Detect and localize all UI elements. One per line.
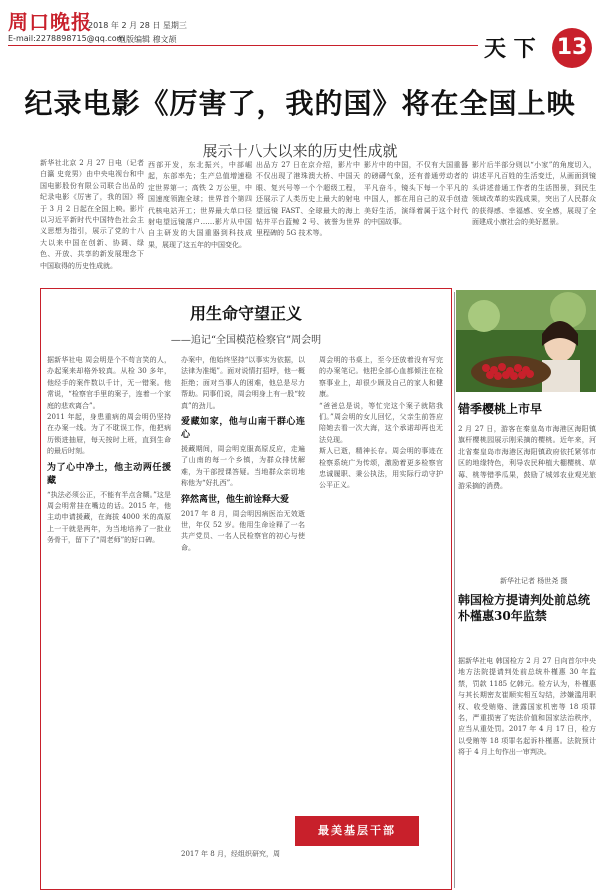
sidebar-text: 据新华社电 韩国检方 2 月 27 日向首尔中央地方法院提请判处前总统朴槿惠 30 年监禁，罚款 1185 亿韩元。检方认为，朴槿惠与其长期密友崔顺实相互勾结，涉嫌滥用职权、收受贿赂、泄露国家机密等 18 项罪名，严重损害了宪法价值和国家法治秩序，应当从重处罚。2017 年 4 月 17 日，检方以受贿等 18 项罪名起诉朴槿惠。法院预计将于 4 月上旬作出一审判决。	[458, 657, 596, 757]
feature-paragraph: 周会明的书桌上，至今还放着没有写完的办案笔记。他把全部心血都倾注在检察事业上，却很少顾及自己的家人和健康。	[319, 356, 443, 399]
lead-column-1: 新华社北京 2 月 27 日电（记者 白瀛 史竞男）由中央电视台和中国电影股份有限公司联合出品的纪录电影《厉害了，我的国》将于 3 月 2 日起在全国上映。影片以习近平新时代中国特色社会主义思想为指引，展示了党的十八大以来中国在创新、协调、绿色、开放、共享的新发展理念下中国取得的历史性成就。	[40, 159, 144, 270]
page-number-badge: 13	[552, 28, 592, 68]
feature-footnote: 2017 年 8 月，经组织研究，周	[181, 850, 280, 858]
cherry-photo-illustration	[456, 290, 596, 392]
feature-paragraph: 2017 年 8 月，周会明因病医治无效逝世，年仅 52 岁。他用生命诠释了一名共产党员、一名人民检察官的初心与使命。	[181, 509, 305, 552]
feature-title: 用生命守望正义	[189, 304, 302, 323]
masthead	[0, 0, 600, 70]
column-divider	[454, 292, 455, 888]
feature-column-3	[319, 355, 443, 885]
cherry-headline: 错季樱桃上市早	[458, 402, 543, 416]
cherry-text: 2 月 27 日，游客在秦皇岛市海港区海阳镇旗杆樱桃园展示刚采摘的樱桃。近年来，河北省秦皇岛市海港区海阳镇政府依托紧邻市区的地缘特色，利导农民种植大棚樱桃、草莓、桃等错季瓜果，鼓励了城郊农业观光旅游采摘的消费。	[458, 425, 596, 491]
feature-subtitle: ——追记“全国模范检察官”周会明	[170, 335, 322, 346]
feature-paragraph: “爸爸总是说，等忙完这个案子就陪我们。”周会明的女儿回忆，父亲生前答应陪她去看一次大海，这个承诺却再也无法兑现。	[319, 401, 443, 444]
feature-paragraph: 办案中，他始终坚持“以事实为依据，以法律为准绳”。面对说情打招呼，他一概拒绝；面对当事人的困难，他总是尽力帮助。同事们说，周会明身上有一股“较真”的劲儿。	[181, 356, 305, 410]
section-name: 天 下	[484, 36, 536, 62]
issue-date: 2018 年 2 月 28 日 星期三	[88, 21, 187, 30]
feature-subhead: 爱藏如家，他与山南干群心连心	[181, 417, 305, 441]
feature-column-2	[181, 355, 305, 885]
feature-paragraph: 2011 年起，身患重病的周会明仍坚持在办案一线。为了不耽误工作，他把病历锁进抽屉，每天按时上班，直到生命的最后时刻。	[47, 413, 171, 456]
cherry-photo	[456, 290, 596, 392]
feature-paragraph: 据新华社电 周会明是个不苟言笑的人，办起案来却格外较真。从检 30 多年，他经手的案件数以千计，无一错案。他常说，“检察官手里的案子，连着一个家庭的悲欢离合”。	[47, 356, 171, 410]
layout-editor: 组版编辑 穆文颉	[118, 35, 177, 44]
lead-column-4: 影片中的中国，不仅有大国重器的磅礴气象，还有普通劳动者的平凡奋斗，镜头下每一个平凡的中国人，都在用自己的双手创造美好生活，演绎着属于这个时代的中国故事。	[364, 161, 468, 227]
newspaper-logo: 周口晚报	[8, 10, 92, 34]
lead-column-5: 影片后半部分则以“小家”的角度切入，讲述平凡百姓的生活变迁，从画面到镜头讲述普通工作者的生活图景，到民生领域改革的实践成果，突出了人民群众的获得感、幸福感、安全感，展现了全面建成小康社会的美好愿景。	[472, 161, 596, 227]
contact-email: E-mail:2278898715@qq.com	[8, 34, 125, 43]
feature-article-box	[40, 288, 452, 890]
lead-column-2: 西部开发，东北振兴，中部崛起，东部率先；生产总值增速稳定世界第一；高铁 2 万公里，中国速度领跑全球；世界首个第四代核电站开工；世界最大单口径射电望远镜落户……影片从中国自主研发的大国重器到科技成果，展现了这五年的中国变化。	[148, 161, 252, 249]
feature-paragraph: 斯人已逝，精神长存。周会明的事迹在检察系统广为传颂，激励着更多检察官忠诚履职、秉公执法，用实际行动守护公平正义。	[319, 447, 443, 490]
feature-series-stamp: 最美基层干部	[295, 816, 419, 846]
lead-subheadline: 展示十八大以来的历史性成就	[202, 142, 398, 160]
cherry-byline: 新华社记者 杨世尧 摄	[500, 577, 568, 585]
feature-column-1	[47, 355, 171, 885]
feature-subhead: 为了心中净土，他主动两任援藏	[47, 462, 171, 486]
lead-headline: 纪录电影《厉害了，我的国》将在全国上映	[24, 87, 576, 120]
feature-subhead: 猝然离世，他生前诠释大爱	[181, 494, 290, 505]
masthead-rule	[8, 45, 478, 46]
feature-paragraph: “执法必须公正，不能有半点含糊。”这是周会明常挂在嘴边的话。2015 年，他主动申请援藏，在海拔 4000 米的高原上一干就是两年，为当地培养了一批业务骨干，留下了“周老师”的好口碑。	[47, 490, 171, 545]
feature-paragraph: 援藏期间，周会明克服高原反应，走遍了山南的每一个乡镇，为群众排忧解难，为干部授课答疑。当地群众亲切地称他为“好扎西”。	[181, 445, 305, 488]
lead-column-3: 出品方 27 日在京介绍，影片中不仅出现了港珠澳大桥、中国天眼、复兴号等一个个超级工程，还展示了人类历史上最大的射电望远镜 FAST、全球最大的海上钻井平台蓝鲸 2 号、被誉为世界里程碑的 5G 技术等。	[256, 161, 360, 238]
sidebar-headline: 韩国检方提请判处前总统朴槿惠30年监禁	[458, 593, 591, 623]
